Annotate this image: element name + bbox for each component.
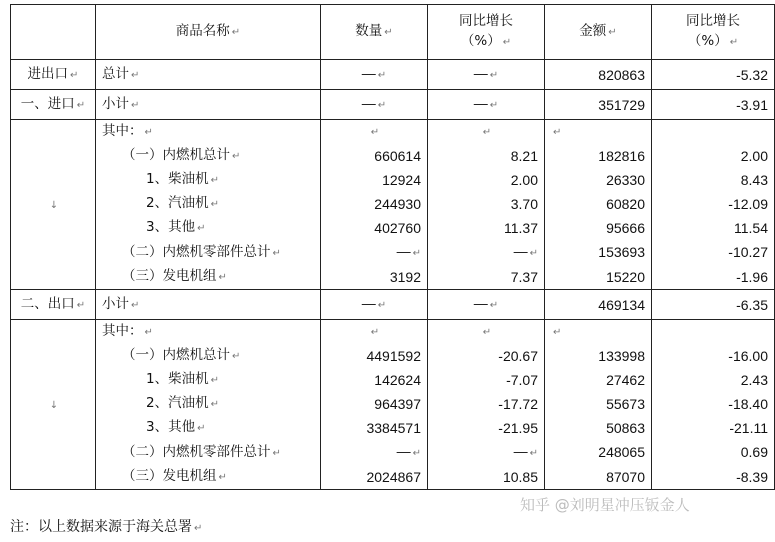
row-qty: 12924 <box>321 168 428 192</box>
row-amount: 50863 <box>545 416 652 440</box>
row-amt-yoy: 11.54 <box>652 216 775 240</box>
row-amount: 820863 <box>545 60 652 90</box>
row-amt-yoy: 2.43 <box>652 368 775 392</box>
row-qty-yoy: — ↵ <box>428 240 545 265</box>
row-qty: 2024867 <box>321 465 428 490</box>
row-name: 3、其他 ↵ <box>96 216 321 240</box>
header-name: 商品名称 ↵ <box>96 5 321 60</box>
row-qty: — ↵ <box>321 60 428 90</box>
row-amount: 182816 <box>545 144 652 168</box>
table-row <box>11 216 775 240</box>
row-amount: ↵ <box>545 320 652 345</box>
row-category-blank: ↓ <box>11 120 96 290</box>
table-row <box>11 344 775 368</box>
row-category: 二、出口 ↵ <box>11 290 96 320</box>
row-name: 总计 ↵ <box>96 60 321 90</box>
table-row <box>11 290 775 320</box>
row-qty: 402760 <box>321 216 428 240</box>
row-qty-yoy: 11.37 <box>428 216 545 240</box>
row-name: 2、汽油机 ↵ <box>96 192 321 216</box>
table-row <box>11 144 775 168</box>
row-name: （二）内燃机零部件总计 ↵ <box>96 240 321 265</box>
row-qty: ↵ <box>321 120 428 145</box>
row-name: 小计 ↵ <box>96 90 321 120</box>
header-qty: 数量 ↵ <box>321 5 428 60</box>
footnote: 注：以上数据来源于海关总署 ↵ <box>10 519 203 535</box>
row-qty: — ↵ <box>321 90 428 120</box>
watermark: 知乎 @刘明星冲压钣金人 <box>520 496 690 514</box>
table-row <box>11 320 775 345</box>
trade-table <box>10 4 775 490</box>
row-qty-yoy: — ↵ <box>428 60 545 90</box>
row-qty-yoy: -17.72 <box>428 392 545 416</box>
table-row <box>11 192 775 216</box>
header-qty-yoy: 同比增长 （%） ↵ <box>428 5 545 60</box>
row-amt-yoy: -10.27 <box>652 240 775 265</box>
row-qty-yoy: -21.95 <box>428 416 545 440</box>
row-name: 其中： ↵ <box>96 320 321 345</box>
row-qty-yoy: -20.67 <box>428 344 545 368</box>
row-qty-yoy: -7.07 <box>428 368 545 392</box>
table-row <box>11 120 775 145</box>
row-qty-yoy: 3.70 <box>428 192 545 216</box>
table-row <box>11 440 775 465</box>
row-amt-yoy: -8.39 <box>652 465 775 490</box>
table-row <box>11 368 775 392</box>
row-amt-yoy: -3.91 <box>652 90 775 120</box>
row-amount: 248065 <box>545 440 652 465</box>
header-amt-yoy: 同比增长 （%） ↵ <box>652 5 775 60</box>
row-amt-yoy: -1.96 <box>652 265 775 290</box>
row-name: 1、柴油机 ↵ <box>96 168 321 192</box>
row-amt-yoy: -6.35 <box>652 290 775 320</box>
header-amount: 金额 ↵ <box>545 5 652 60</box>
row-amt-yoy <box>652 320 775 345</box>
row-qty: 244930 <box>321 192 428 216</box>
row-amount: 55673 <box>545 392 652 416</box>
row-category: 进出口 ↵ <box>11 60 96 90</box>
row-qty: — ↵ <box>321 440 428 465</box>
table-row <box>11 90 775 120</box>
row-amount: 133998 <box>545 344 652 368</box>
table-row <box>11 240 775 265</box>
row-amount: 15220 <box>545 265 652 290</box>
row-amt-yoy: 8.43 <box>652 168 775 192</box>
row-qty-yoy: 2.00 <box>428 168 545 192</box>
row-amt-yoy: 2.00 <box>652 144 775 168</box>
table-row <box>11 60 775 90</box>
row-amt-yoy: -5.32 <box>652 60 775 90</box>
row-amt-yoy: 0.69 <box>652 440 775 465</box>
row-amt-yoy: -21.11 <box>652 416 775 440</box>
header-row <box>11 5 775 60</box>
row-amt-yoy: -16.00 <box>652 344 775 368</box>
row-qty-yoy: — ↵ <box>428 440 545 465</box>
row-qty: — ↵ <box>321 240 428 265</box>
row-qty-yoy: ↵ <box>428 320 545 345</box>
row-name: （一）内燃机总计 ↵ <box>96 144 321 168</box>
row-qty: 4491592 <box>321 344 428 368</box>
row-amount: 153693 <box>545 240 652 265</box>
row-amt-yoy: -18.40 <box>652 392 775 416</box>
row-qty: 660614 <box>321 144 428 168</box>
row-name: 1、柴油机 ↵ <box>96 368 321 392</box>
row-amount: 27462 <box>545 368 652 392</box>
row-amount: 60820 <box>545 192 652 216</box>
row-category: 一、进口 ↵ <box>11 90 96 120</box>
header-category <box>11 5 96 60</box>
row-amount: 26330 <box>545 168 652 192</box>
row-qty: 964397 <box>321 392 428 416</box>
table-row <box>11 416 775 440</box>
row-amount: 351729 <box>545 90 652 120</box>
row-name: （二）内燃机零部件总计 ↵ <box>96 440 321 465</box>
row-name: 2、汽油机 ↵ <box>96 392 321 416</box>
row-amount: 87070 <box>545 465 652 490</box>
row-qty-yoy: — ↵ <box>428 290 545 320</box>
row-qty-yoy: 7.37 <box>428 265 545 290</box>
trade-table-container <box>10 4 768 490</box>
row-qty: ↵ <box>321 320 428 345</box>
row-amt-yoy <box>652 120 775 145</box>
row-qty-yoy: 10.85 <box>428 465 545 490</box>
row-qty: 3192 <box>321 265 428 290</box>
row-name: 小计 ↵ <box>96 290 321 320</box>
row-name: （一）内燃机总计 ↵ <box>96 344 321 368</box>
table-row <box>11 168 775 192</box>
row-name: 3、其他 ↵ <box>96 416 321 440</box>
row-qty: 3384571 <box>321 416 428 440</box>
row-qty-yoy: — ↵ <box>428 90 545 120</box>
row-name: （三）发电机组 ↵ <box>96 465 321 490</box>
row-amt-yoy: -12.09 <box>652 192 775 216</box>
row-qty-yoy: 8.21 <box>428 144 545 168</box>
row-amount: 95666 <box>545 216 652 240</box>
row-name: 其中： ↵ <box>96 120 321 145</box>
row-amount: ↵ <box>545 120 652 145</box>
row-qty: — ↵ <box>321 290 428 320</box>
row-qty: 142624 <box>321 368 428 392</box>
row-name: （三）发电机组 ↵ <box>96 265 321 290</box>
table-row <box>11 465 775 490</box>
row-qty-yoy: ↵ <box>428 120 545 145</box>
row-amount: 469134 <box>545 290 652 320</box>
row-category-blank: ↓ <box>11 320 96 490</box>
table-row <box>11 265 775 290</box>
table-row <box>11 392 775 416</box>
